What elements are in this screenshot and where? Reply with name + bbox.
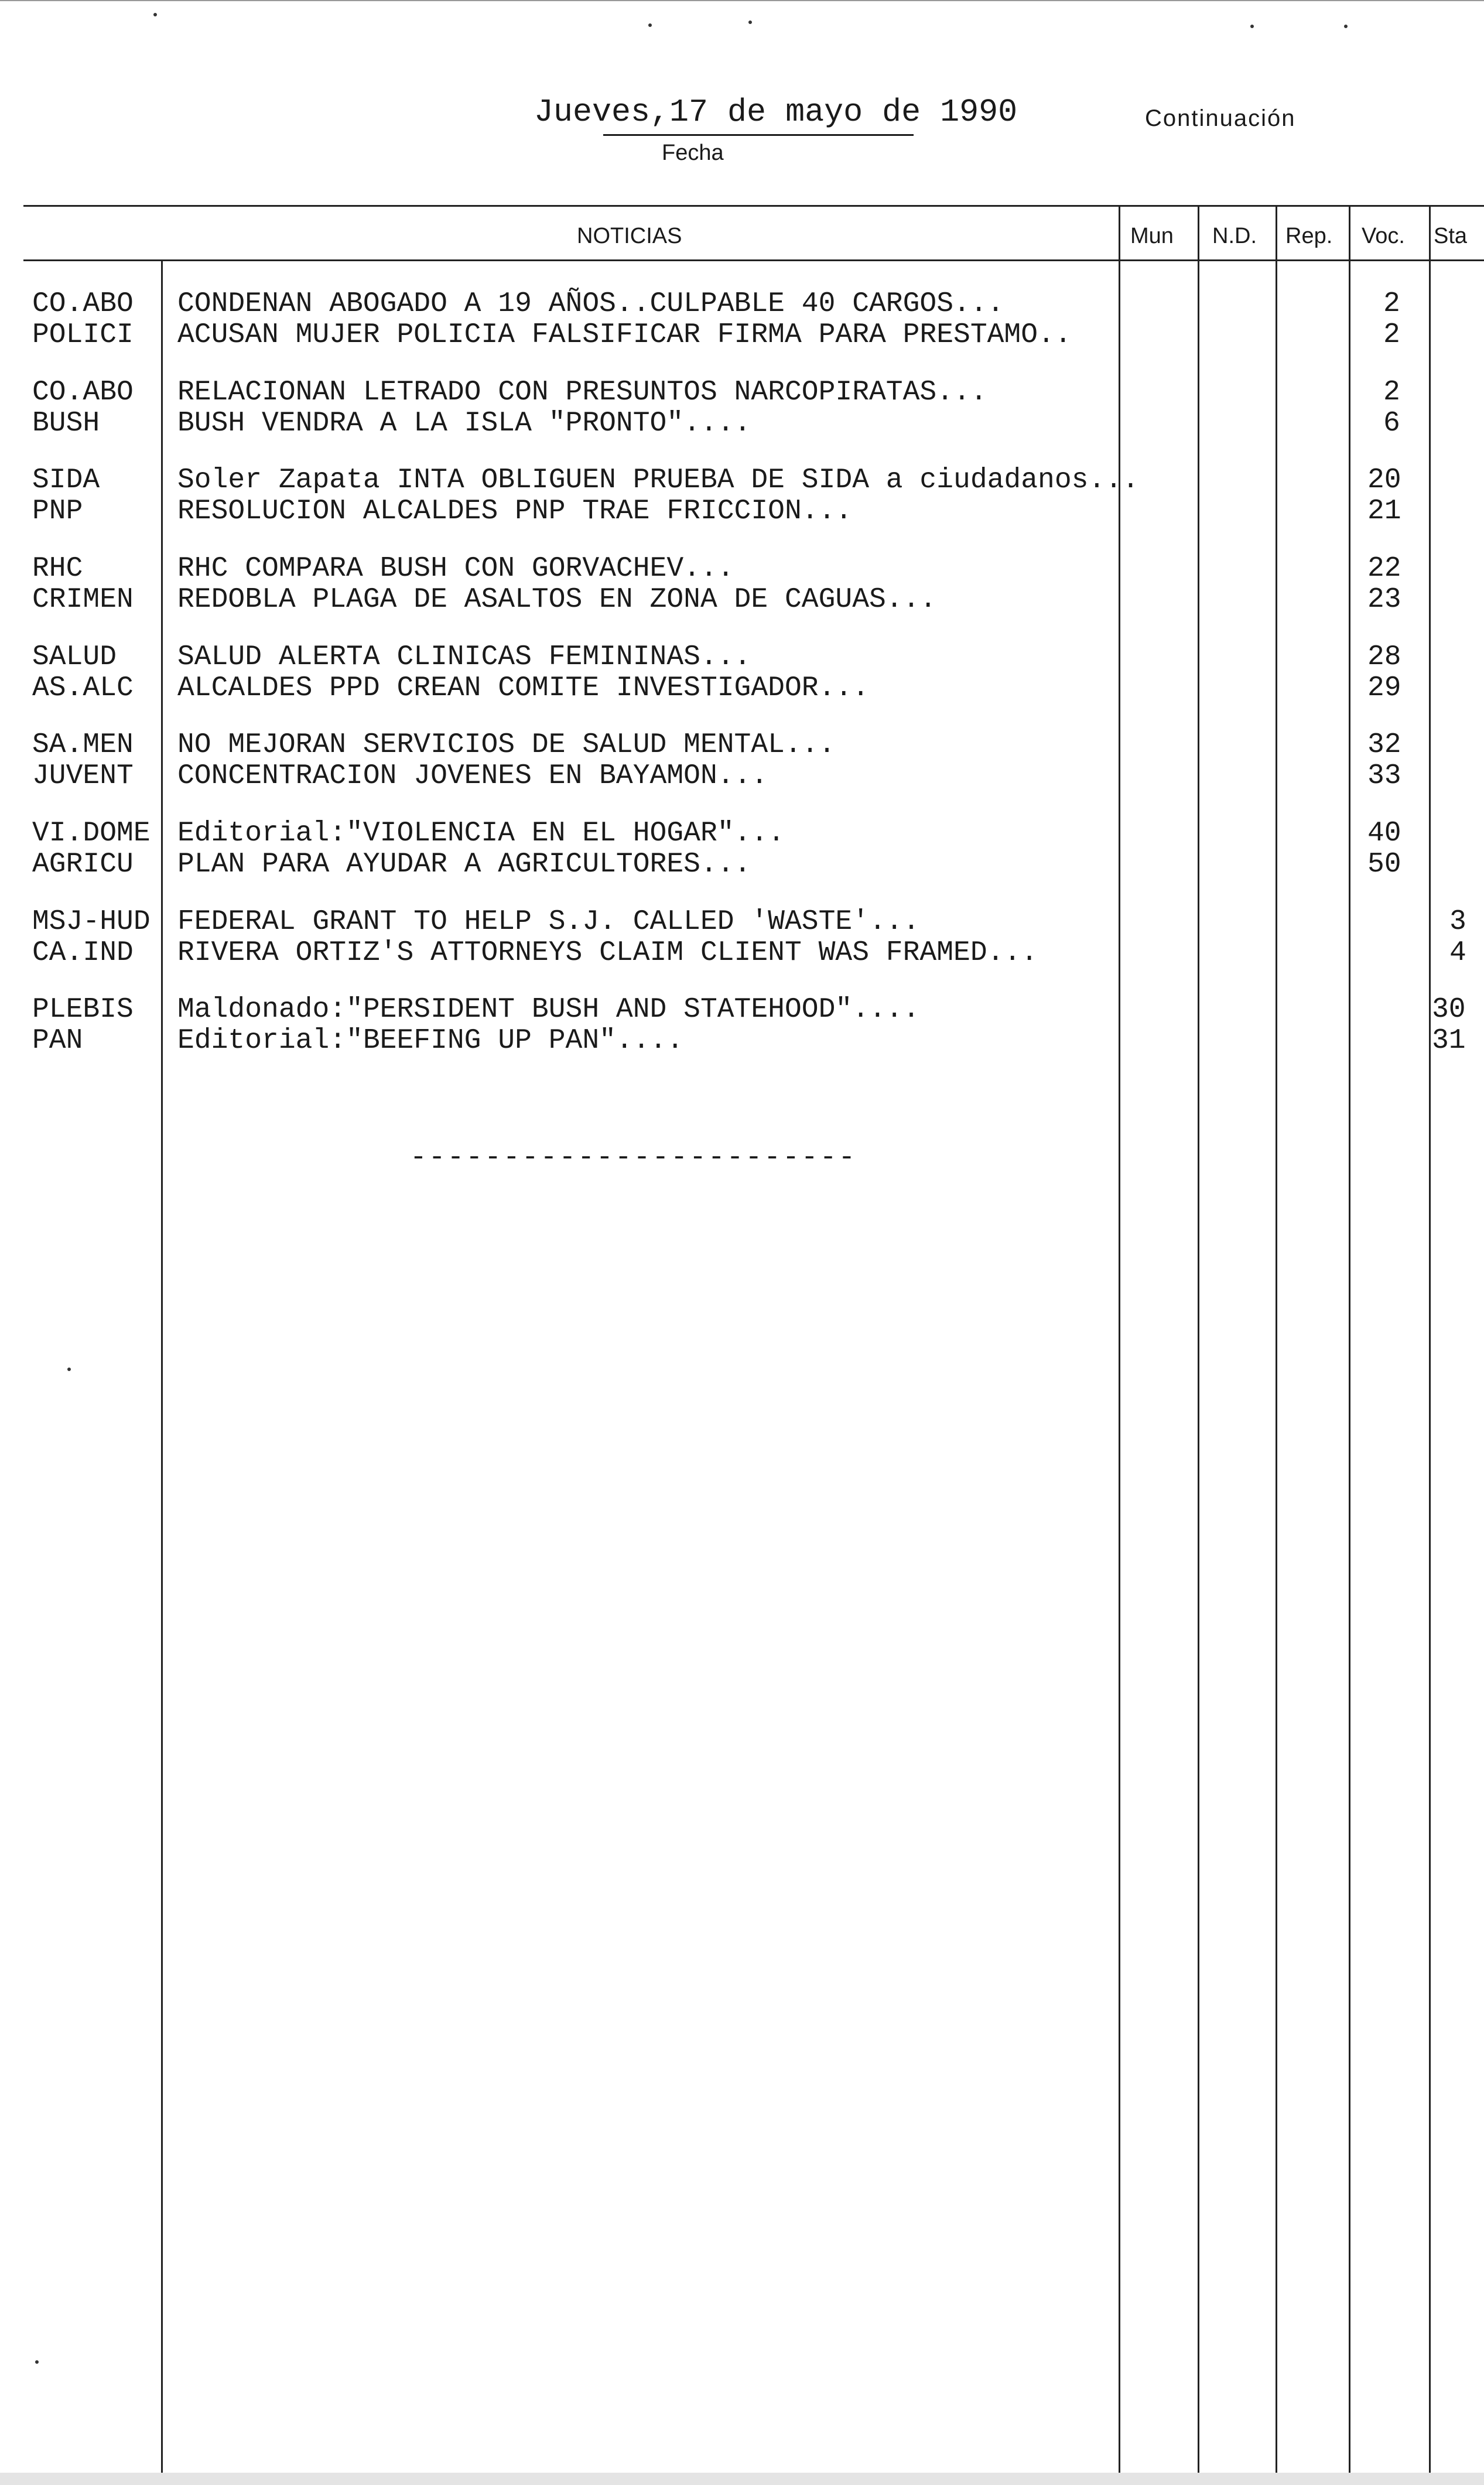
column-header-nd: N.D. <box>1212 224 1257 248</box>
row-star: 4 <box>1449 937 1466 969</box>
row-voc: 6 <box>1383 408 1400 439</box>
row-headline: ACUSAN MUJER POLICIA FALSIFICAR FIRMA PARA PRESTAMO.. <box>177 319 1072 351</box>
column-header-noticias: NOTICIAS <box>577 224 682 248</box>
row-headline: RIVERA ORTIZ'S ATTORNEYS CLAIM CLIENT WAS FRAMED... <box>177 937 1038 969</box>
row-code: SALUD <box>32 641 117 673</box>
row-voc: 29 <box>1367 672 1401 704</box>
row-code: SA.MEN <box>32 729 134 761</box>
row-code: PLEBIS <box>32 994 134 1026</box>
row-headline: NO MEJORAN SERVICIOS DE SALUD MENTAL... <box>177 729 836 761</box>
table-top-rule <box>23 205 1484 207</box>
row-voc: 23 <box>1367 584 1401 616</box>
row-code: AS.ALC <box>32 672 134 704</box>
row-headline: REDOBLA PLAGA DE ASALTOS EN ZONA DE CAGUAS... <box>177 584 937 616</box>
row-headline: RESOLUCION ALCALDES PNP TRAE FRICCION... <box>177 495 853 527</box>
row-code: CO.ABO <box>32 377 134 408</box>
row-voc: 28 <box>1367 641 1401 673</box>
scan-speck <box>35 2360 39 2364</box>
row-code: POLICI <box>32 319 134 351</box>
row-headline: Editorial:"BEEFING UP PAN".... <box>177 1025 684 1057</box>
row-code: CRIMEN <box>32 584 134 616</box>
scan-speck <box>1344 25 1348 28</box>
row-code: RHC <box>32 553 83 584</box>
column-divider-star <box>1429 205 1431 2473</box>
row-voc: 22 <box>1367 553 1401 584</box>
row-voc: 2 <box>1383 319 1400 351</box>
row-voc: 21 <box>1367 495 1401 527</box>
row-headline: Maldonado:"PERSIDENT BUSH AND STATEHOOD".... <box>177 994 920 1026</box>
row-star: 30 <box>1432 994 1466 1026</box>
row-code: MSJ-HUD <box>32 906 151 938</box>
column-divider-mun <box>1119 205 1120 2473</box>
column-header-voc: Voc. <box>1362 224 1405 248</box>
row-headline: ALCALDES PPD CREAN COMITE INVESTIGADOR... <box>177 672 869 704</box>
scan-speck <box>648 23 652 27</box>
row-headline: RHC COMPARA BUSH CON GORVACHEV... <box>177 553 734 584</box>
row-code: PNP <box>32 495 83 527</box>
column-divider-rep <box>1276 205 1277 2473</box>
row-headline: Editorial:"VIOLENCIA EN EL HOGAR"... <box>177 818 785 849</box>
row-voc: 50 <box>1367 849 1401 880</box>
row-code: AGRICU <box>32 849 134 880</box>
scan-bottom-edge <box>0 2473 1484 2485</box>
row-code: BUSH <box>32 408 100 439</box>
row-headline: PLAN PARA AYUDAR A AGRICULTORES... <box>177 849 751 880</box>
row-star: 31 <box>1432 1025 1466 1057</box>
column-header-rep: Rep. <box>1285 224 1333 248</box>
row-voc: 40 <box>1367 818 1401 849</box>
row-headline: RELACIONAN LETRADO CON PRESUNTOS NARCOPIRATAS... <box>177 377 987 408</box>
row-star: 3 <box>1449 906 1466 938</box>
row-headline: BUSH VENDRA A LA ISLA "PRONTO".... <box>177 408 751 439</box>
page-top-border <box>0 0 1484 1</box>
scan-speck <box>1250 25 1254 28</box>
row-code: CO.ABO <box>32 288 134 320</box>
date-caption: Fecha <box>662 141 724 165</box>
row-code: VI.DOME <box>32 818 151 849</box>
row-voc: 2 <box>1383 377 1400 408</box>
date-heading: Jueves,17 de mayo de 1990 <box>534 94 1018 131</box>
row-voc: 32 <box>1367 729 1401 761</box>
row-code: PAN <box>32 1025 83 1057</box>
row-voc: 20 <box>1367 464 1401 496</box>
row-headline: Soler Zapata INTA OBLIGUEN PRUEBA DE SIDA a ciudadanos... <box>177 464 1139 496</box>
end-separator: ------------------------ <box>410 1142 857 1174</box>
row-headline: FEDERAL GRANT TO HELP S.J. CALLED 'WASTE'... <box>177 906 920 938</box>
column-header-mun: Mun <box>1130 224 1174 248</box>
table-header-rule <box>23 259 1484 261</box>
row-code: CA.IND <box>32 937 134 969</box>
column-divider-nd <box>1198 205 1199 2473</box>
scan-speck <box>748 20 752 24</box>
column-divider-code <box>161 259 163 2473</box>
row-code: SIDA <box>32 464 100 496</box>
date-underline <box>603 134 914 136</box>
column-divider-voc <box>1349 205 1350 2473</box>
continuation-label: Continuación <box>1145 105 1296 131</box>
row-headline: SALUD ALERTA CLINICAS FEMININAS... <box>177 641 751 673</box>
scan-speck <box>153 13 157 16</box>
scan-speck <box>67 1368 71 1371</box>
column-header-star: Sta <box>1434 224 1468 248</box>
row-voc: 33 <box>1367 760 1401 792</box>
row-headline: CONCENTRACION JOVENES EN BAYAMON... <box>177 760 768 792</box>
row-code: JUVENT <box>32 760 134 792</box>
row-voc: 2 <box>1383 288 1400 320</box>
row-headline: CONDENAN ABOGADO A 19 AÑOS..CULPABLE 40 CARGOS... <box>177 288 1004 320</box>
